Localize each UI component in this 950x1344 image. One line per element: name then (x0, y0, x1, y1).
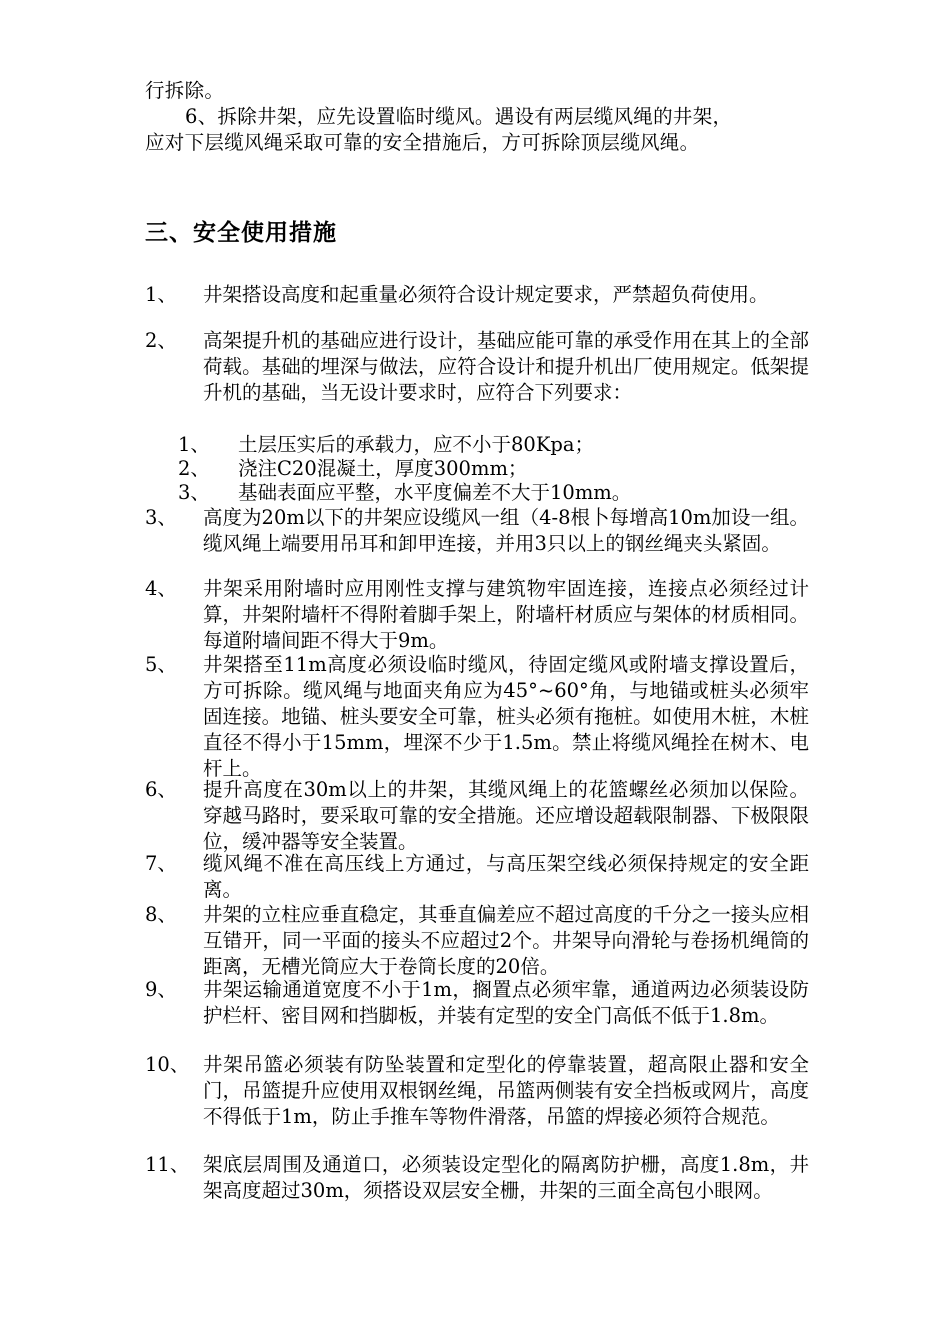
intro-line-1: 行拆除。 (145, 79, 225, 102)
item-text: 高度为20m以下的井架应设缆风一组（4-8根卜每增高10m加设一组。缆风绳上端要用吊耳和卸甲连接，并用3只以上的钢丝绳夹头紧固。 (203, 506, 809, 555)
item-number: 9、 (145, 978, 177, 1001)
intro-line-2: 6、拆除井架，应先设置临时缆风。遇设有两层缆风绳的井架， (185, 105, 733, 128)
item-text: 井架的立柱应垂直稳定，其垂直偏差应不超过高度的千分之一接头应相互错开，同一平面的接头不应超过2个。井架导向滑轮与卷扬机绳筒的距离，无槽光筒应大于卷筒长度的20倍。 (203, 903, 809, 978)
item-text: 高架提升机的基础应进行设计，基础应能可靠的承受作用在其上的全部荷载。基础的埋深与做法，应符合设计和提升机出厂使用规定。低架提升机的基础，当无设计要求时，应符合下列要求： (203, 329, 809, 404)
item-number: 3、 (145, 506, 177, 529)
subitem-text: 浇注C20混凝土，厚度300mm； (238, 457, 528, 480)
subitem-text: 土层压实后的承载力，应不小于80Kpa； (238, 433, 594, 456)
item-number: 11、 (145, 1153, 190, 1176)
section-heading: 三、安全使用措施 (145, 220, 337, 246)
intro-line-3: 应对下层缆风绳采取可靠的安全措施后，方可拆除顶层缆风绳。 (145, 131, 700, 154)
item-number: 4、 (145, 577, 177, 600)
item-text: 提升高度在30m以上的井架，其缆风绳上的花篮螺丝必须加以保险。穿越马路时，要采取可靠的安全措施。还应增设超载限制器、下极限限位，缓冲器等安全装置。 (203, 778, 809, 853)
subitem-number: 3、 (178, 481, 210, 504)
item-number: 6、 (145, 778, 177, 801)
item-number: 7、 (145, 852, 177, 875)
item-number: 8、 (145, 903, 177, 926)
item-text: 缆风绳不准在高压线上方通过，与高压架空线必须保持规定的安全距离。 (203, 852, 809, 901)
subitem-number: 1、 (178, 433, 210, 456)
item-text: 架底层周围及通道口，必须装设定型化的隔离防护栅，高度1.8m，井架高度超过30m，须搭设双层安全栅，井架的三面全高包小眼网。 (203, 1153, 809, 1202)
item-text: 井架运输通道宽度不小于1m，搁置点必须牢靠，通道两边必须装设防护栏杆、密目网和挡脚板，并装有定型的安全门高低不低于1.8m。 (203, 978, 809, 1027)
item-number: 1、 (145, 283, 177, 306)
item-text: 井架吊篮必须装有防坠装置和定型化的停靠装置，超高限止器和安全门，吊篮提升应使用双根钢丝绳，吊篮两侧装有安全挡板或网片，高度不得低于1m，防止手推车等物件滑落，吊篮的焊接必须符合规范。 (203, 1053, 809, 1128)
subitem-text: 基础表面应平整，水平度偏差不大于10mm。 (238, 481, 632, 504)
subitem-number: 2、 (178, 457, 210, 480)
item-number: 5、 (145, 653, 177, 676)
item-text: 井架搭设高度和起重量必须符合设计规定要求，严禁超负荷使用。 (203, 283, 769, 306)
item-number: 2、 (145, 329, 177, 352)
item-number: 10、 (145, 1053, 190, 1076)
item-text: 井架搭至11m高度必须设临时缆风，待固定缆风或附墙支撑设置后，方可拆除。缆风绳与地面夹角应为45°~60°角，与地锚或桩头必须牢固连接。地锚、桩头要安全可靠，桩头必须有拖桩。如使用木桩，木桩直径不得小于15mm，埋深不少于1.5m。禁止将缆风绳拴在树木、电杆上。 (203, 653, 809, 780)
item-text: 井架采用附墙时应用刚性支撑与建筑物牢固连接，连接点必须经过计算，井架附墙杆不得附着脚手架上，附墙杆材质应与架体的材质相同。每道附墙间距不得大于9m。 (203, 577, 809, 652)
